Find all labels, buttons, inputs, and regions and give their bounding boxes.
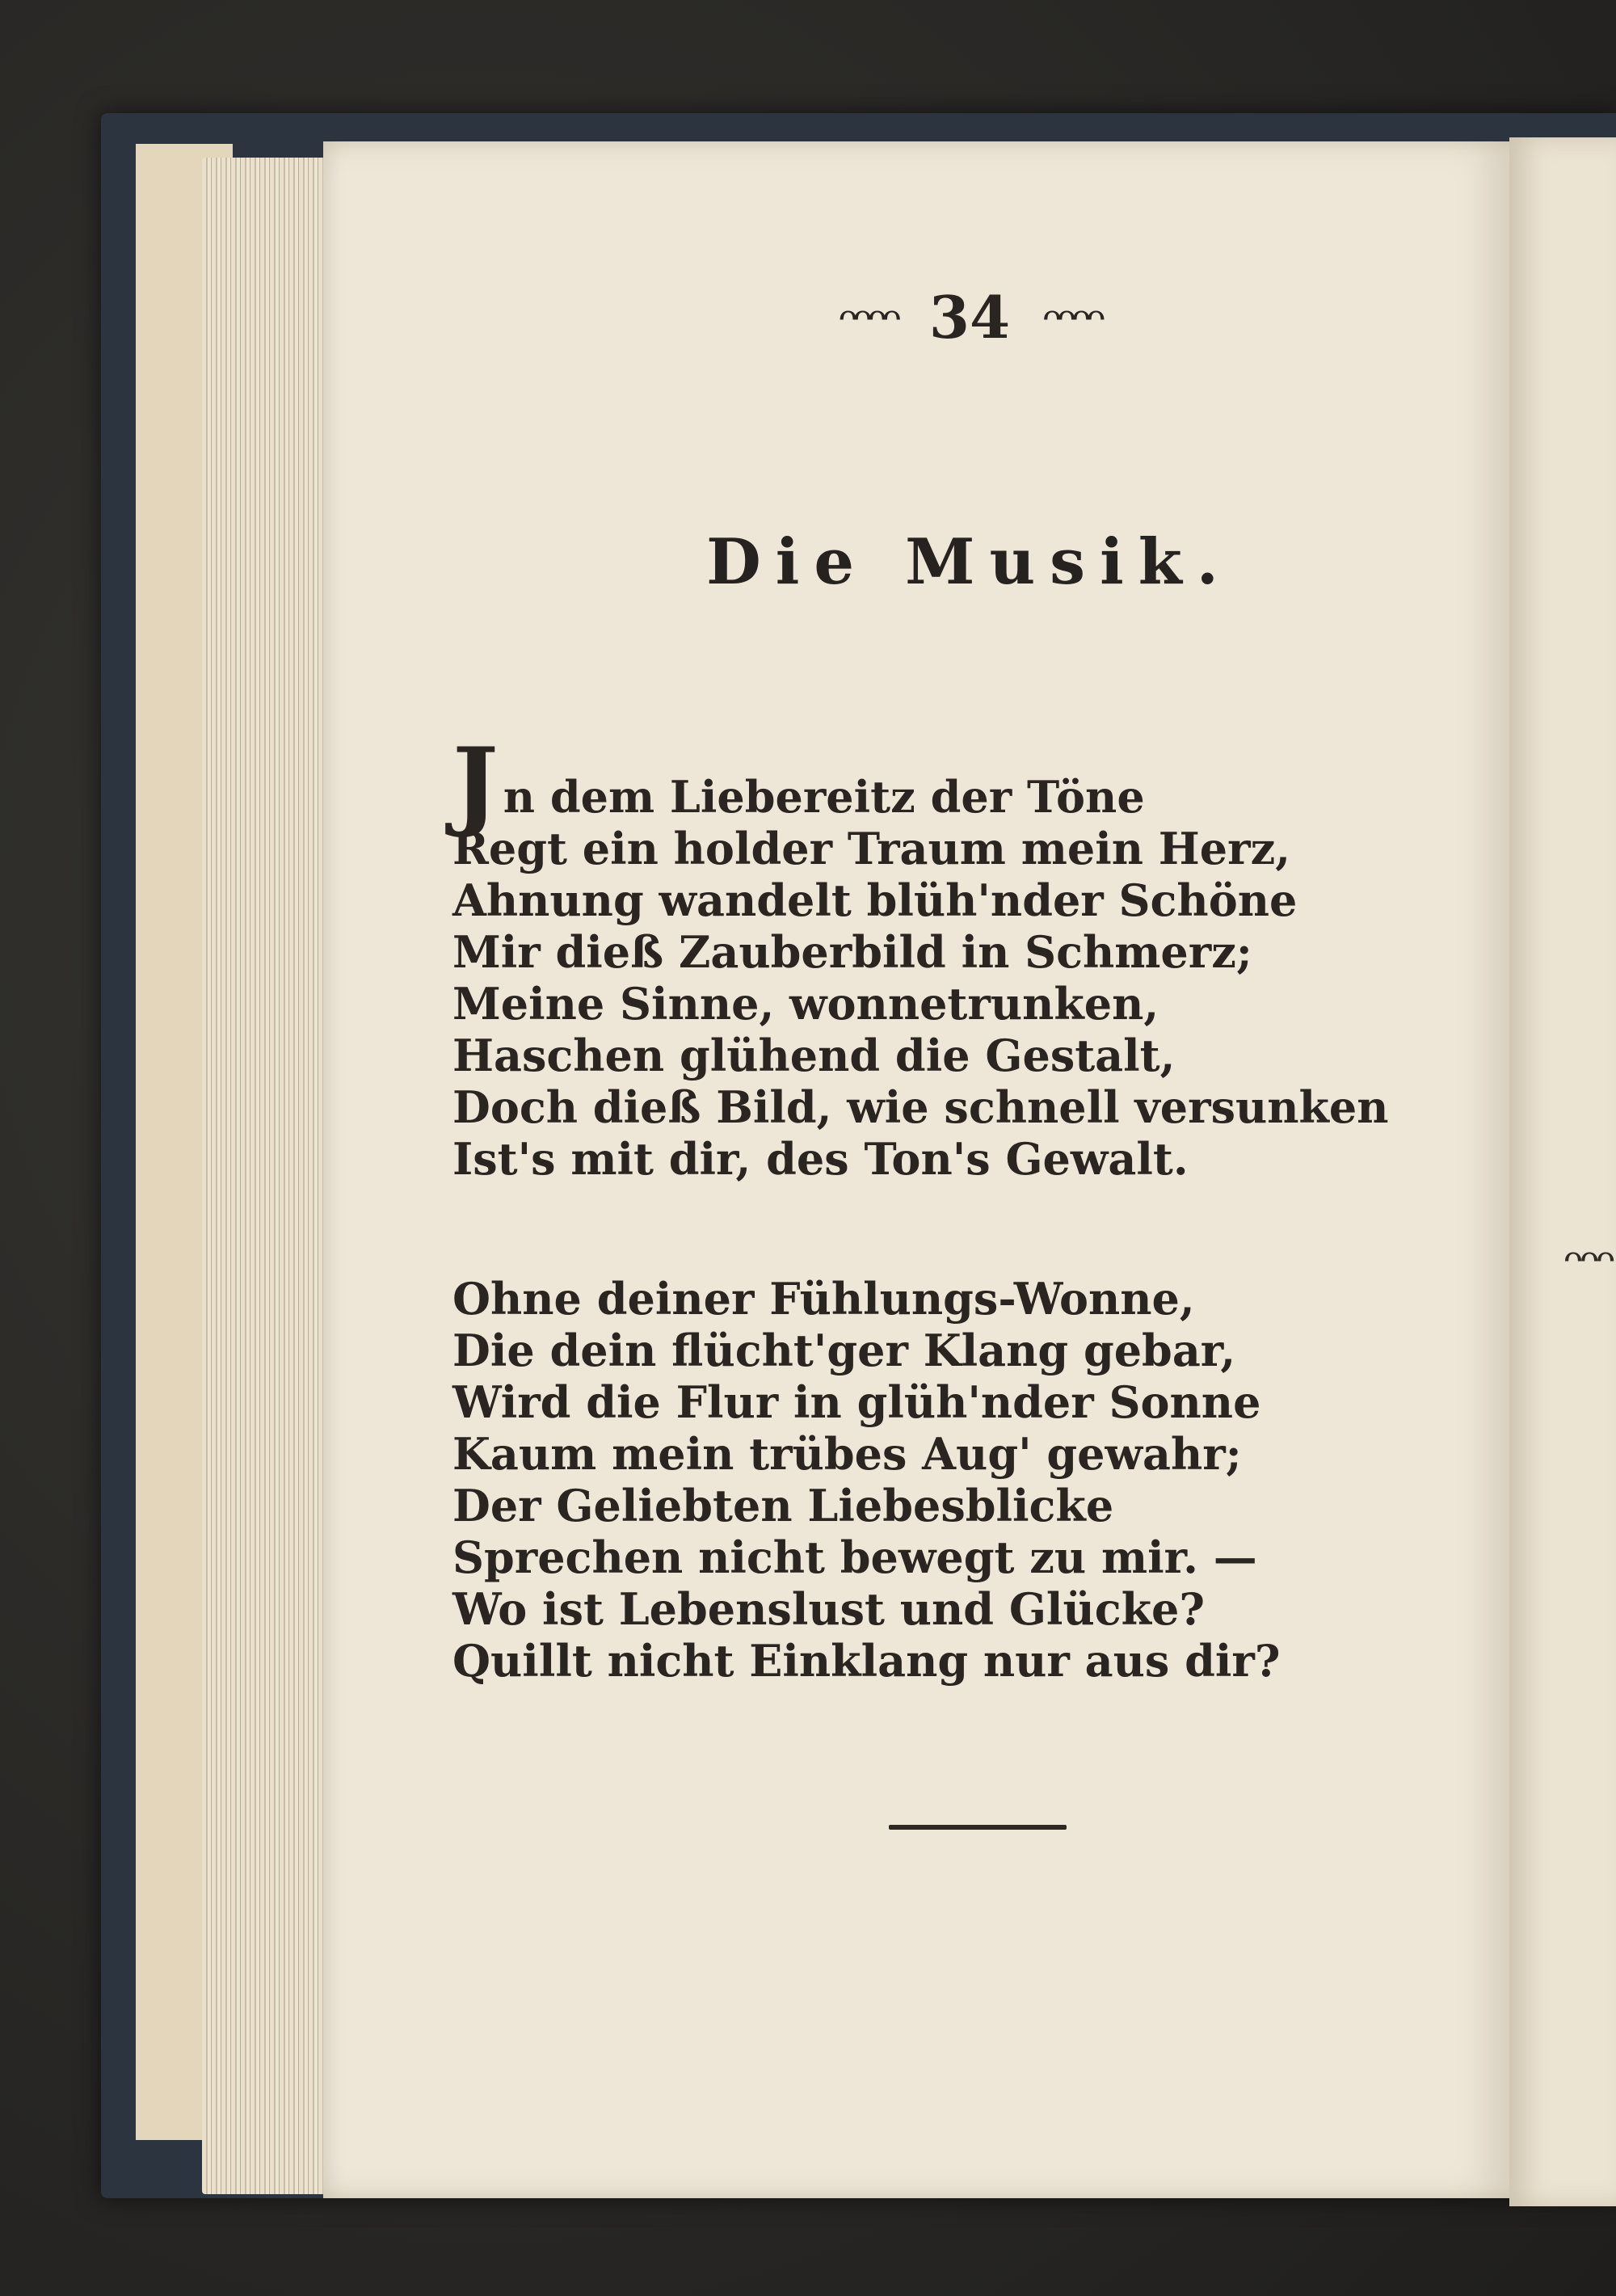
poem-line: Wo ist Lebenslust und Glücke? — [452, 1583, 1205, 1635]
poem-line: Die dein flücht'ger Klang gebar, — [452, 1325, 1236, 1376]
poem-line — [452, 727, 1390, 840]
page-number: 34 — [928, 283, 1011, 352]
poem-line: Wird die Flur in glüh'nder Sonne — [452, 1376, 1261, 1428]
poem-line: Sprechen nicht bewegt zu mir. — — [452, 1531, 1257, 1583]
poem-line-text: n dem Liebereitz der Töne — [503, 771, 1145, 823]
ornament-left: ᴖᴖᴖᴖ — [838, 298, 897, 336]
poem-line: Quillt nicht Einklang nur aus dir? — [452, 1635, 1281, 1687]
poem-line: Ohne deiner Fühlungs-Wonne, — [452, 1273, 1195, 1325]
poem-line: Meine Sinne, wonnetrunken, — [452, 978, 1159, 1030]
next-page — [1509, 137, 1616, 2206]
page-header — [776, 283, 1164, 352]
end-rule — [889, 1825, 1067, 1830]
poem-line: Doch dieß Bild, wie schnell versunken — [452, 1081, 1389, 1133]
poem-line: Haschen glühend die Gestalt, — [452, 1030, 1176, 1081]
poem-line: Der Geliebten Liebesblicke — [452, 1480, 1114, 1531]
next-page-ornament: ᴖᴖᴖ — [1563, 1241, 1613, 1278]
poem-title: Die Musik. — [706, 525, 1233, 599]
poem-line: Mir dieß Zauberbild in Schmerz; — [452, 926, 1252, 978]
stanza-2 — [452, 1273, 1390, 1687]
stanza-1 — [452, 727, 1390, 1185]
drop-cap: J — [452, 727, 499, 840]
poem-line: Ist's mit dir, des Ton's Gewalt. — [452, 1133, 1189, 1185]
poem-line: Kaum mein trübes Aug' gewahr; — [452, 1428, 1242, 1480]
poem-line: Ahnung wandelt blüh'nder Schöne — [452, 874, 1298, 926]
poem-line: Regt ein holder Traum mein Herz, — [452, 823, 1291, 874]
ornament-right: ᴖᴖᴖᴖ — [1042, 298, 1101, 336]
